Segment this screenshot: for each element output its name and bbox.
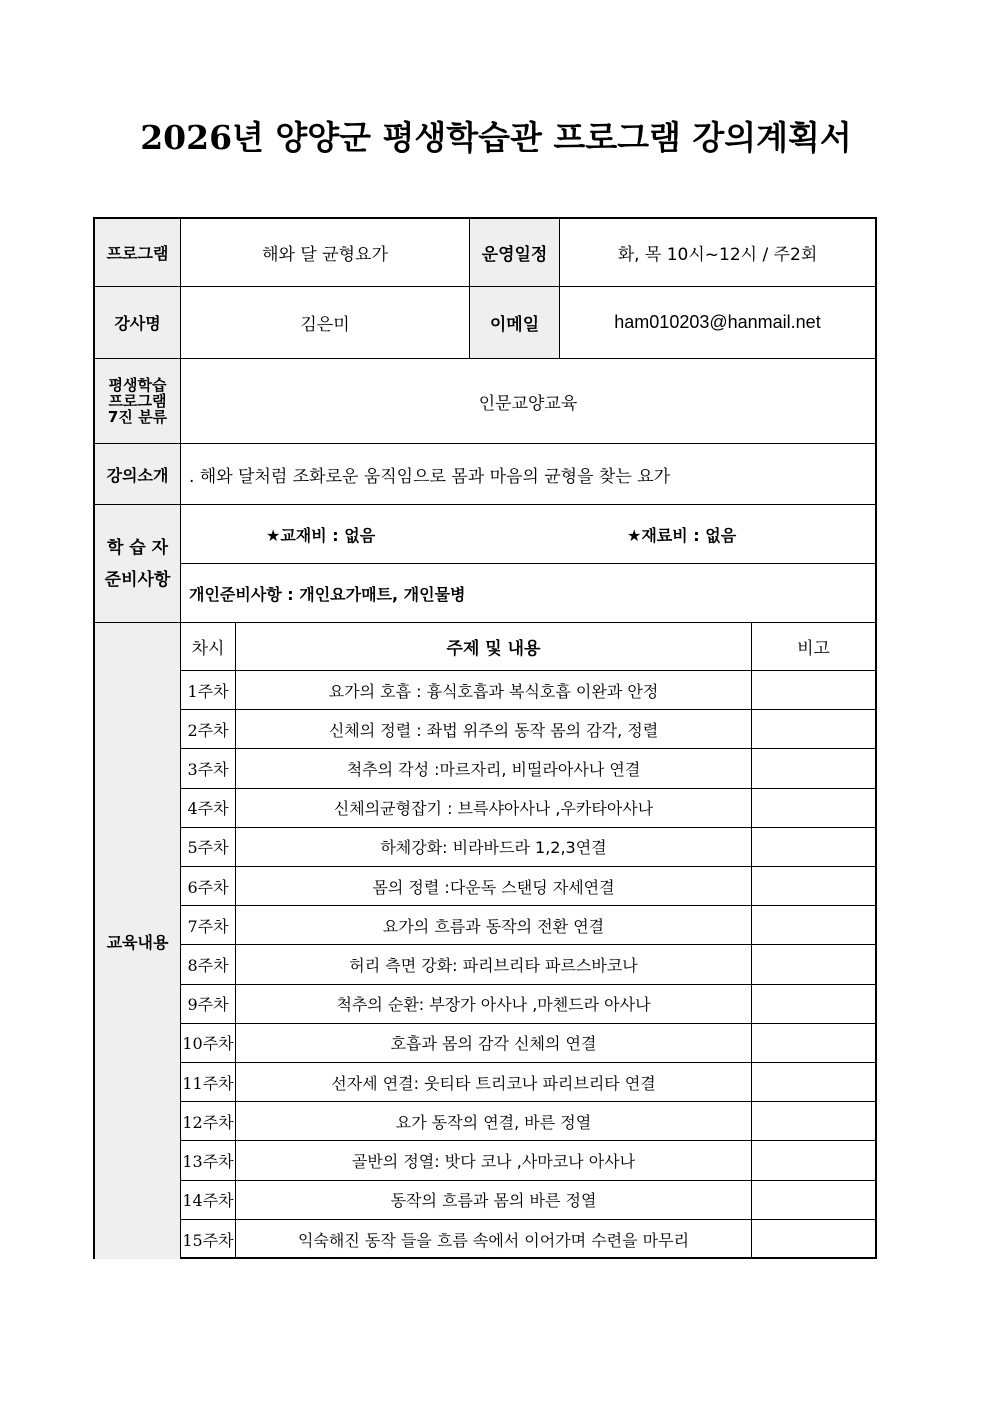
table-row [181, 985, 875, 1024]
session-cell: 13주차 [181, 1141, 236, 1180]
category-value: 인문교양교육 [181, 359, 875, 444]
schedule-value: 화, 목 10시~12시 / 주2회 [560, 219, 875, 287]
content-cell: 골반의 정열: 밧다 코나 ,사마코나 아사나 [236, 1141, 752, 1180]
table-row [181, 671, 875, 710]
note-cell [752, 1024, 875, 1063]
note-cell [752, 671, 875, 710]
category-label-line-3: 7진 분류 [107, 408, 168, 426]
content-cell: 신체의 정렬 : 좌법 위주의 동작 몸의 감각, 정렬 [236, 710, 752, 749]
content-header: 주제 및 내용 [236, 623, 752, 671]
category-label-line-2: 프로그램 [108, 392, 167, 410]
intro-row [95, 444, 875, 505]
content-cell: 요가의 호흡 : 흉식호흡과 복식호흡 이완과 안정 [236, 671, 752, 710]
preparation-row [95, 505, 875, 623]
table-row [181, 906, 875, 945]
content-cell: 척추의 순환: 부장가 아사나 ,마첸드라 아사나 [236, 985, 752, 1024]
session-cell: 15주차 [181, 1220, 236, 1259]
session-cell: 5주차 [181, 828, 236, 867]
email-value: ham010203@hanmail.net [560, 287, 875, 359]
curriculum-header-row [181, 623, 875, 671]
content-cell: 선자세 연결: 웃티타 트리코나 파리브리타 연결 [236, 1063, 752, 1102]
table-row [181, 789, 875, 828]
note-cell [752, 828, 875, 867]
note-cell [752, 1220, 875, 1259]
table-row [181, 1181, 875, 1220]
table-row [181, 1063, 875, 1102]
table-row [181, 749, 875, 788]
curriculum-label: 교육내용 [95, 623, 181, 1259]
note-cell [752, 1141, 875, 1180]
content-cell: 하체강화: 비라바드라 1,2,3연결 [236, 828, 752, 867]
session-cell: 1주차 [181, 671, 236, 710]
session-cell: 8주차 [181, 945, 236, 984]
session-cell: 14주차 [181, 1181, 236, 1220]
table-row [181, 867, 875, 906]
content-cell: 몸의 정렬 :다운독 스탠딩 자세연결 [236, 867, 752, 906]
category-row [95, 359, 875, 444]
instructor-label: 강사명 [95, 287, 181, 359]
table-row [181, 1220, 875, 1259]
note-cell [752, 945, 875, 984]
intro-label: 강의소개 [95, 444, 181, 505]
session-header: 차시 [181, 623, 236, 671]
content-cell: 요가의 흐름과 동작의 전환 연결 [236, 906, 752, 945]
program-row [95, 219, 875, 287]
preparation-label-line-1: 학 습 자 [106, 537, 169, 558]
intro-value: . 해와 달처럼 조화로운 움직임으로 몸과 마음의 균형을 찾는 요가 [181, 444, 875, 505]
table-row [181, 945, 875, 984]
session-cell: 3주차 [181, 749, 236, 788]
content-cell: 허리 측면 강화: 파리브리타 파르스바코나 [236, 945, 752, 984]
note-header: 비고 [752, 623, 875, 671]
program-value: 해와 달 균형요가 [181, 219, 470, 287]
session-cell: 2주차 [181, 710, 236, 749]
content-cell: 익숙해진 동작 들을 흐름 속에서 이어가며 수련을 마무리 [236, 1220, 752, 1259]
note-cell [752, 710, 875, 749]
page-title: 2026년 양양군 평생학습관 프로그램 강의계획서 [140, 118, 852, 157]
textbook-fee: ★교재비 : 없음 [266, 525, 376, 545]
instructor-row [95, 287, 875, 359]
content-cell: 호흡과 몸의 감각 신체의 연결 [236, 1024, 752, 1063]
content-cell: 척추의 각성 :마르자리, 비띨라아사나 연결 [236, 749, 752, 788]
session-cell: 4주차 [181, 789, 236, 828]
session-cell: 10주차 [181, 1024, 236, 1063]
session-cell: 7주차 [181, 906, 236, 945]
note-cell [752, 1102, 875, 1141]
table-row [181, 828, 875, 867]
table-row [181, 710, 875, 749]
session-cell: 6주차 [181, 867, 236, 906]
material-fee: ★재료비 : 없음 [627, 525, 737, 545]
content-cell: 동작의 흐름과 몸의 바른 정열 [236, 1181, 752, 1220]
table-row [181, 1102, 875, 1141]
instructor-value: 김은미 [181, 287, 470, 359]
note-cell [752, 906, 875, 945]
preparation-label-line-2: 준비사항 [104, 569, 171, 590]
note-cell [752, 749, 875, 788]
content-cell: 요가 동작의 연결, 바른 정열 [236, 1102, 752, 1141]
session-cell: 11주차 [181, 1063, 236, 1102]
note-cell [752, 789, 875, 828]
category-label [95, 359, 181, 444]
personal-prep: 개인준비사항 : 개인요가매트, 개인물병 [181, 564, 875, 623]
session-cell: 9주차 [181, 985, 236, 1024]
note-cell [752, 1063, 875, 1102]
table-row [181, 1024, 875, 1063]
lecture-plan-table [93, 217, 877, 1259]
category-label-line-1: 평생학습 [108, 376, 167, 394]
email-label: 이메일 [470, 287, 560, 359]
preparation-label [95, 505, 181, 623]
table-row [181, 1141, 875, 1180]
session-cell: 12주차 [181, 1102, 236, 1141]
program-label: 프로그램 [95, 219, 181, 287]
note-cell [752, 867, 875, 906]
content-cell: 신체의균형잡기 : 브륵샤아사나 ,우카타아사나 [236, 789, 752, 828]
note-cell [752, 1181, 875, 1220]
schedule-label: 운영일정 [470, 219, 560, 287]
curriculum-section [95, 623, 875, 1259]
note-cell [752, 985, 875, 1024]
fees-cell [181, 505, 875, 564]
